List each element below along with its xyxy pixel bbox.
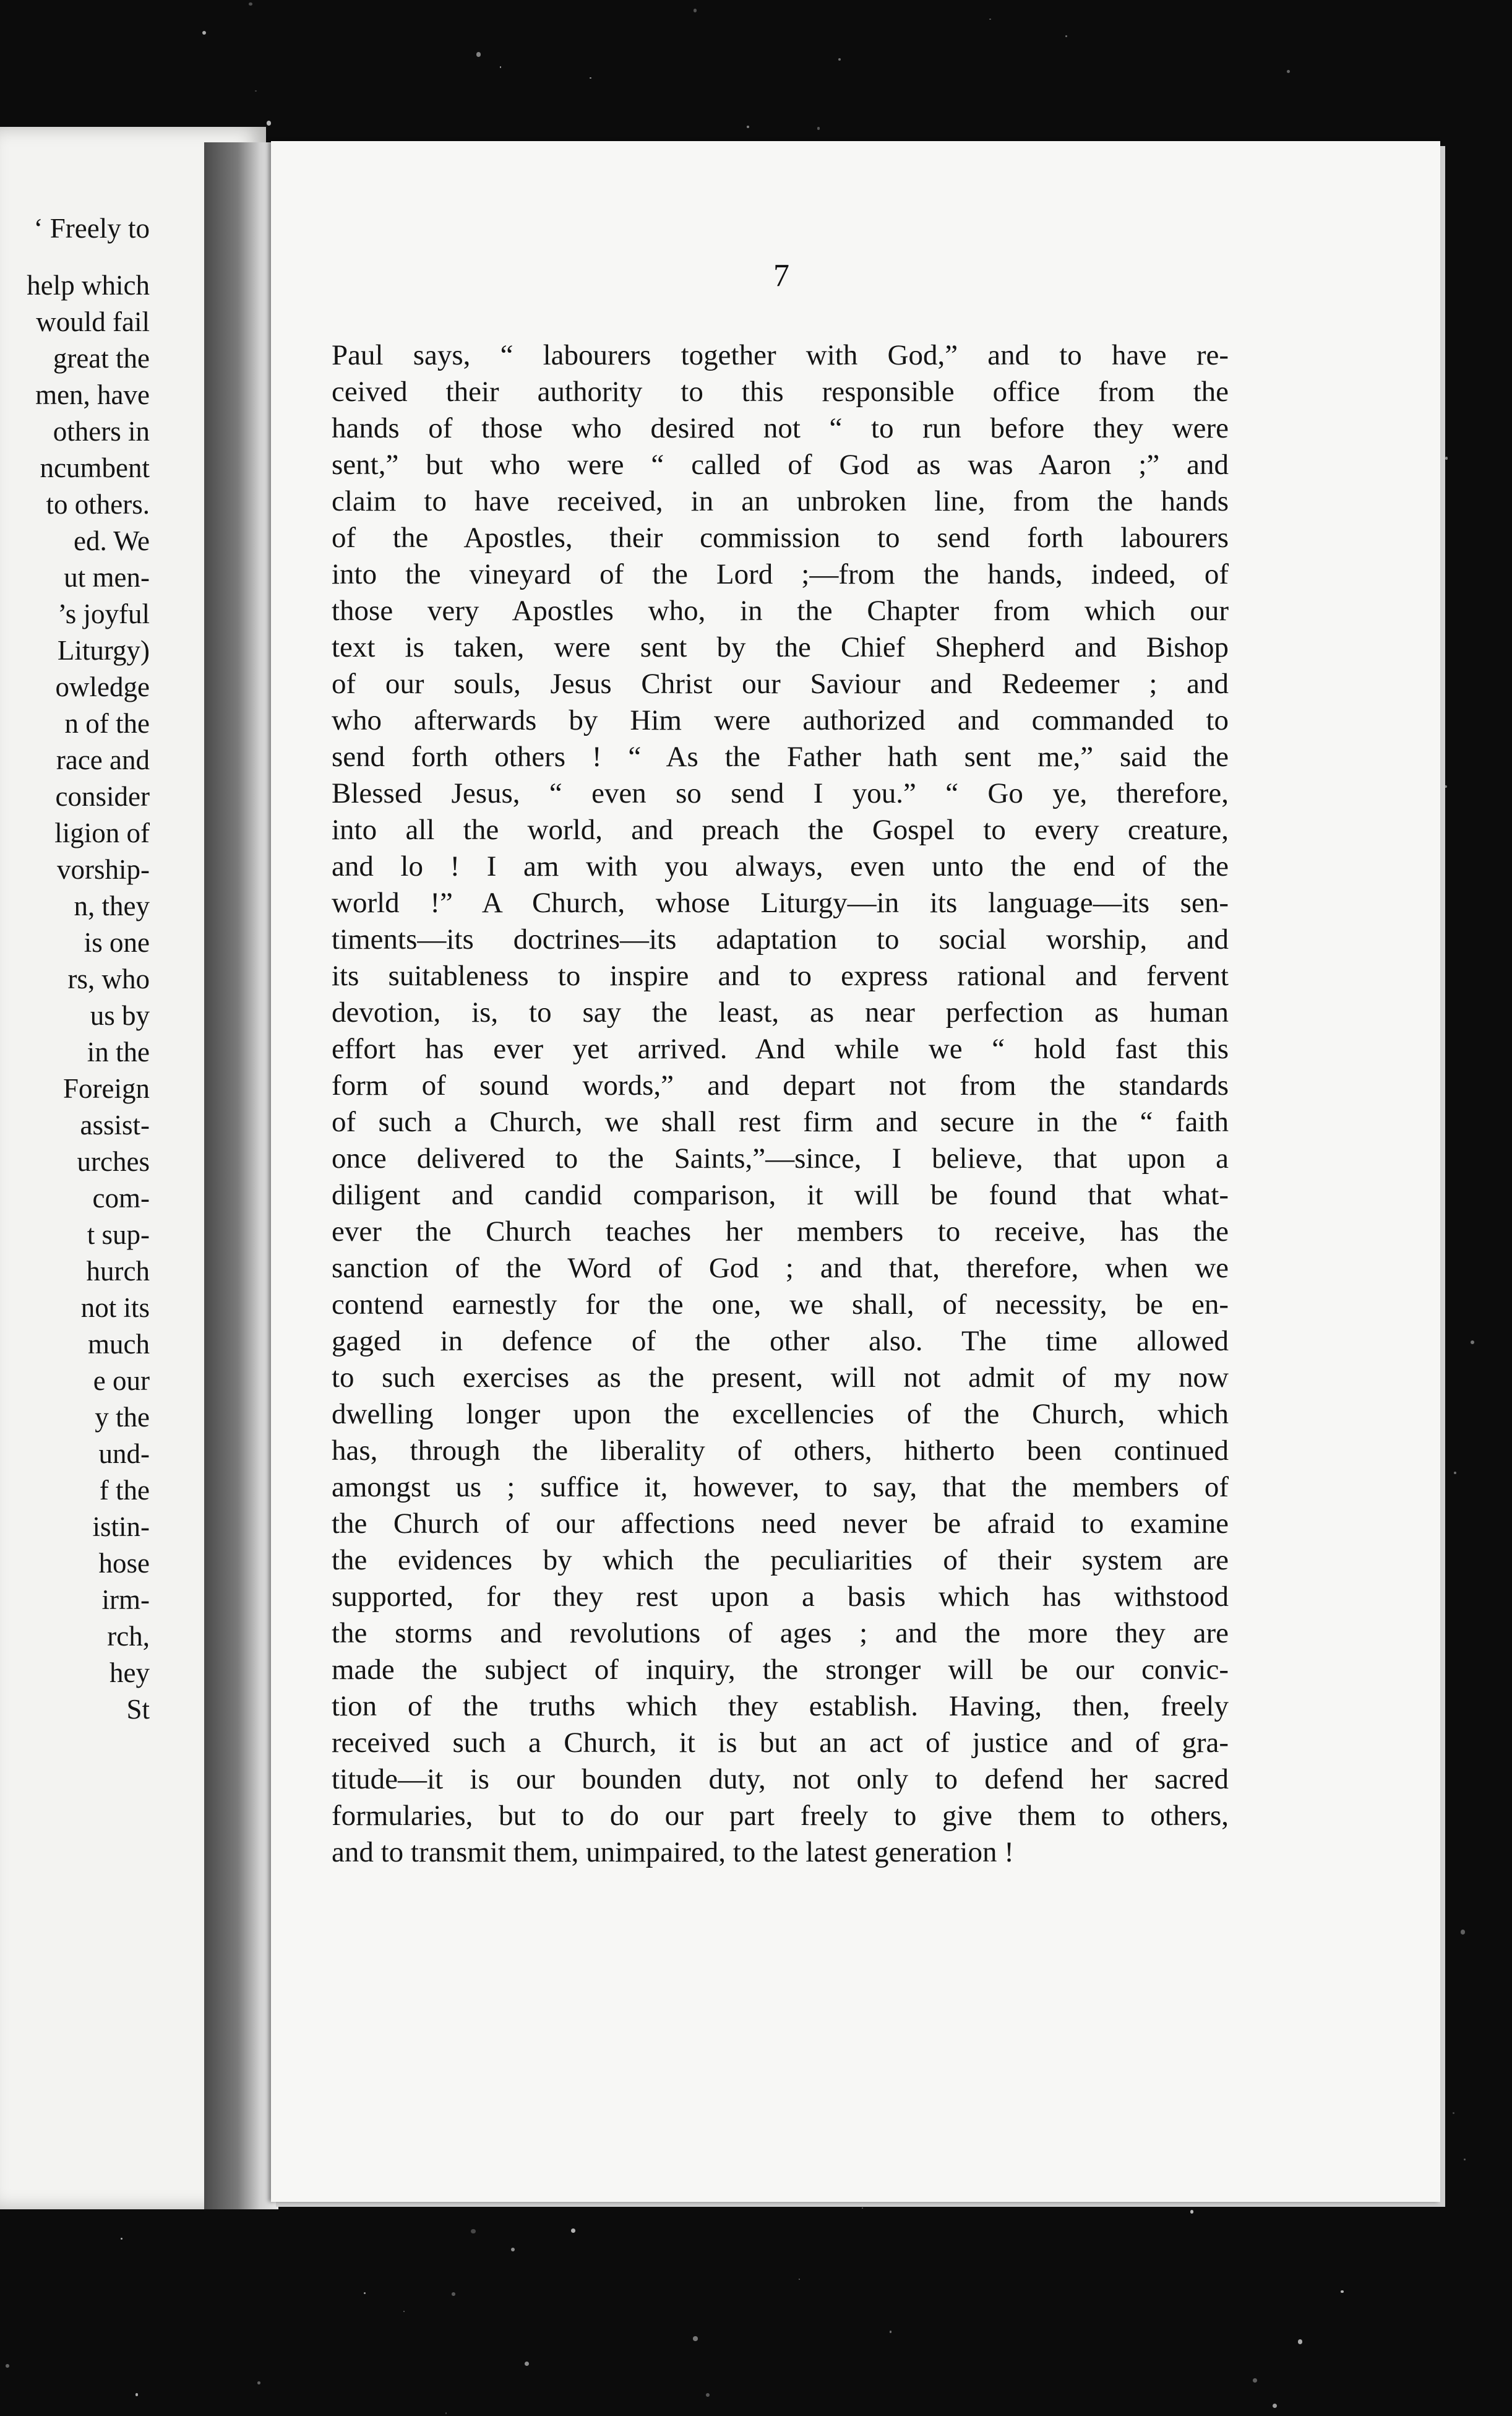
body-line: of our souls, Jesus Christ our Saviour and Redeemer ; and [332, 668, 1229, 700]
body-line: Paul says, “ labourers together with God,” and to have re- [332, 339, 1229, 371]
left-page-line: not its [80, 1292, 150, 1323]
scan-speck [1287, 70, 1290, 73]
body-line: diligent and candid comparison, it will be found that what- [332, 1179, 1229, 1211]
scan-speck [1454, 1472, 1456, 1474]
body-line: supported, for they rest upon a basis which has withstood [332, 1581, 1229, 1613]
left-page-line: consider [55, 781, 150, 812]
body-line: Blessed Jesus, “ even so send I you.” “ Go ye, therefore, [332, 777, 1229, 809]
left-page-line: urches [77, 1146, 150, 1177]
scan-speck [1298, 2339, 1303, 2344]
scan-speck [694, 9, 697, 12]
left-page-line: help which [27, 270, 150, 301]
scan-speck [267, 121, 272, 126]
scan-speck [1273, 2404, 1277, 2408]
body-line: amongst us ; suffice it, however, to say, that the members of [332, 1471, 1229, 1503]
left-page-line: ‘ Freely to [33, 213, 150, 244]
scan-speck [511, 2248, 515, 2251]
body-line: timents—its doctrines—its adaptation to social worship, and [332, 923, 1229, 956]
left-page-line: hey [110, 1657, 150, 1688]
scan-speck [121, 2238, 122, 2240]
scan-speck [1471, 1340, 1474, 1344]
body-line: sent,” but who were “ called of God as was Aaron ;” and [332, 449, 1229, 481]
scan-speck [706, 2393, 710, 2397]
scan-speck [1341, 2290, 1343, 2293]
left-page-line: owledge [55, 671, 150, 702]
left-page-line: com- [92, 1183, 150, 1214]
left-page-line: great the [53, 343, 150, 374]
left-page-line: much [88, 1329, 150, 1360]
left-page-line: would fail [36, 306, 150, 337]
scan-speck [471, 2229, 476, 2234]
body-line: those very Apostles who, in the Chapter from which our [332, 595, 1229, 627]
left-page-line: ncumbent [40, 452, 150, 483]
scan-speck [590, 77, 591, 79]
scan-speck [862, 2207, 863, 2209]
scan-speck [747, 126, 749, 128]
body-line: dwelling longer upon the excellencies of the Church, which [332, 1398, 1229, 1430]
scan-speck [257, 2381, 260, 2384]
body-line: claim to have received, in an unbroken line, from the hands [332, 485, 1229, 517]
body-line: formularies, but to do our part freely to give them to others, [332, 1800, 1229, 1832]
page-gutter [204, 142, 278, 2209]
left-page-line: is one [84, 927, 150, 958]
body-line: into the vineyard of the Lord ;—from the hands, indeed, of [332, 558, 1229, 590]
scan-speck [452, 2292, 455, 2296]
left-page-line: hurch [86, 1256, 150, 1287]
body-line: made the subject of inquiry, the stronger will be our convic- [332, 1654, 1229, 1686]
body-text [332, 337, 1229, 1871]
body-line: tion of the truths which they establish. Having, then, freely [332, 1690, 1229, 1722]
body-line: of the Apostles, their commission to send forth labourers [332, 522, 1229, 554]
body-line: has, through the liberality of others, hitherto been continued [332, 1434, 1229, 1467]
scan-speck [1065, 35, 1067, 37]
scan-speck [403, 2311, 405, 2312]
left-page-line: vorship- [57, 854, 150, 885]
scan-speck [255, 90, 256, 92]
body-line: text is taken, were sent by the Chief Shepherd and Bishop [332, 631, 1229, 663]
scan-speck [445, 2412, 447, 2414]
left-page-line: e our [93, 1365, 150, 1396]
body-line: received such a Church, it is but an act of justice and of gra- [332, 1727, 1229, 1759]
scan-speck [202, 31, 206, 35]
left-page-line: to others. [46, 489, 150, 520]
left-page-line: in the [87, 1037, 150, 1068]
left-page-line: Foreign [63, 1073, 150, 1104]
left-page-line: assist- [80, 1110, 150, 1141]
left-page-line: f the [99, 1475, 150, 1506]
scan-speck [989, 19, 990, 20]
left-page-line: rs, who [67, 964, 150, 994]
left-page-line: ut men- [64, 562, 150, 593]
body-line: and lo ! I am with you always, even unto the end of the [332, 850, 1229, 882]
left-page-line: race and [56, 744, 150, 775]
scan-speck [1253, 2378, 1257, 2383]
body-line: who afterwards by Him were authorized and commanded to [332, 704, 1229, 736]
left-page-line: irm- [101, 1584, 150, 1615]
body-line: to such exercises as the present, will not admit of my now [332, 1361, 1229, 1394]
body-line: send forth others ! “ As the Father hath sent me,” said the [332, 741, 1229, 773]
scan-speck [1190, 2210, 1193, 2213]
left-page-line: n of the [64, 708, 150, 739]
page-number: 7 [773, 258, 789, 293]
body-line: world !” A Church, whose Liturgy—in its language—its sen- [332, 887, 1229, 919]
scan-speck [571, 2228, 575, 2233]
scan-speck [1444, 785, 1447, 788]
scan-speck [500, 66, 501, 67]
scan-speck [817, 127, 820, 130]
body-line: the evidences by which the peculiarities of their system are [332, 1544, 1229, 1576]
body-line: titude—it is our bounden duty, not only to defend her sacred [332, 1763, 1229, 1795]
scan-speck [799, 2279, 801, 2280]
scan-speck [890, 2331, 892, 2333]
left-page-line: ’s joyful [58, 598, 150, 629]
body-line: once delivered to the Saints,”—since, I believe, that upon a [332, 1142, 1229, 1175]
scan-speck [1445, 457, 1448, 460]
body-line: of such a Church, we shall rest firm and secure in the “ faith [332, 1106, 1229, 1138]
scan-speck [364, 2292, 366, 2294]
scan-speck [1464, 2159, 1466, 2160]
left-page-line: y the [95, 1402, 150, 1433]
left-page-line: ligion of [54, 818, 150, 848]
left-page-line: ed. We [73, 525, 150, 556]
left-page-line: t sup- [87, 1219, 150, 1250]
scan-speck [6, 2364, 9, 2368]
left-page-line: und- [98, 1438, 150, 1469]
body-line: ceived their authority to this responsible office from the [332, 376, 1229, 408]
scan-speck [1461, 1930, 1466, 1935]
left-page-line: n, they [74, 891, 150, 921]
scan-speck [525, 2362, 529, 2366]
body-line: form of sound words,” and depart not from the standards [332, 1069, 1229, 1102]
left-page-line: men, have [35, 379, 150, 410]
left-page-line: istin- [92, 1511, 150, 1542]
left-page-line: us by [90, 1000, 150, 1031]
body-line: sanction of the Word of God ; and that, therefore, when we [332, 1252, 1229, 1284]
body-line: devotion, is, to say the least, as near perfection as human [332, 996, 1229, 1029]
left-page-line: others in [53, 416, 150, 447]
scan-speck [1453, 2112, 1454, 2114]
left-page-line: rch, [107, 1621, 150, 1652]
body-line: contend earnestly for the one, we shall, of necessity, be en- [332, 1288, 1229, 1321]
left-page-line: Liturgy) [57, 635, 150, 666]
body-line: ever the Church teaches her members to receive, has the [332, 1215, 1229, 1248]
body-line: hands of those who desired not “ to run before they were [332, 412, 1229, 444]
body-line: the storms and revolutions of ages ; and the more they are [332, 1617, 1229, 1649]
scan-speck [249, 2, 252, 6]
scan-speck [135, 2393, 139, 2396]
scan-speck [693, 2336, 697, 2340]
left-page-line: hose [98, 1548, 150, 1579]
scan-speck [476, 52, 481, 57]
body-line: gaged in defence of the other also. The time allowed [332, 1325, 1229, 1357]
body-line: its suitableness to inspire and to express rational and fervent [332, 960, 1229, 992]
scan-speck [838, 58, 841, 61]
left-page-line: St [126, 1694, 150, 1725]
body-line: and to transmit them, unimpaired, to the latest generation ! [332, 1836, 1014, 1868]
body-line: effort has ever yet arrived. And while we “ hold fast this [332, 1033, 1229, 1065]
body-line: the Church of our affections need never be afraid to examine [332, 1508, 1229, 1540]
body-line: into all the world, and preach the Gospel to every creature, [332, 814, 1229, 846]
